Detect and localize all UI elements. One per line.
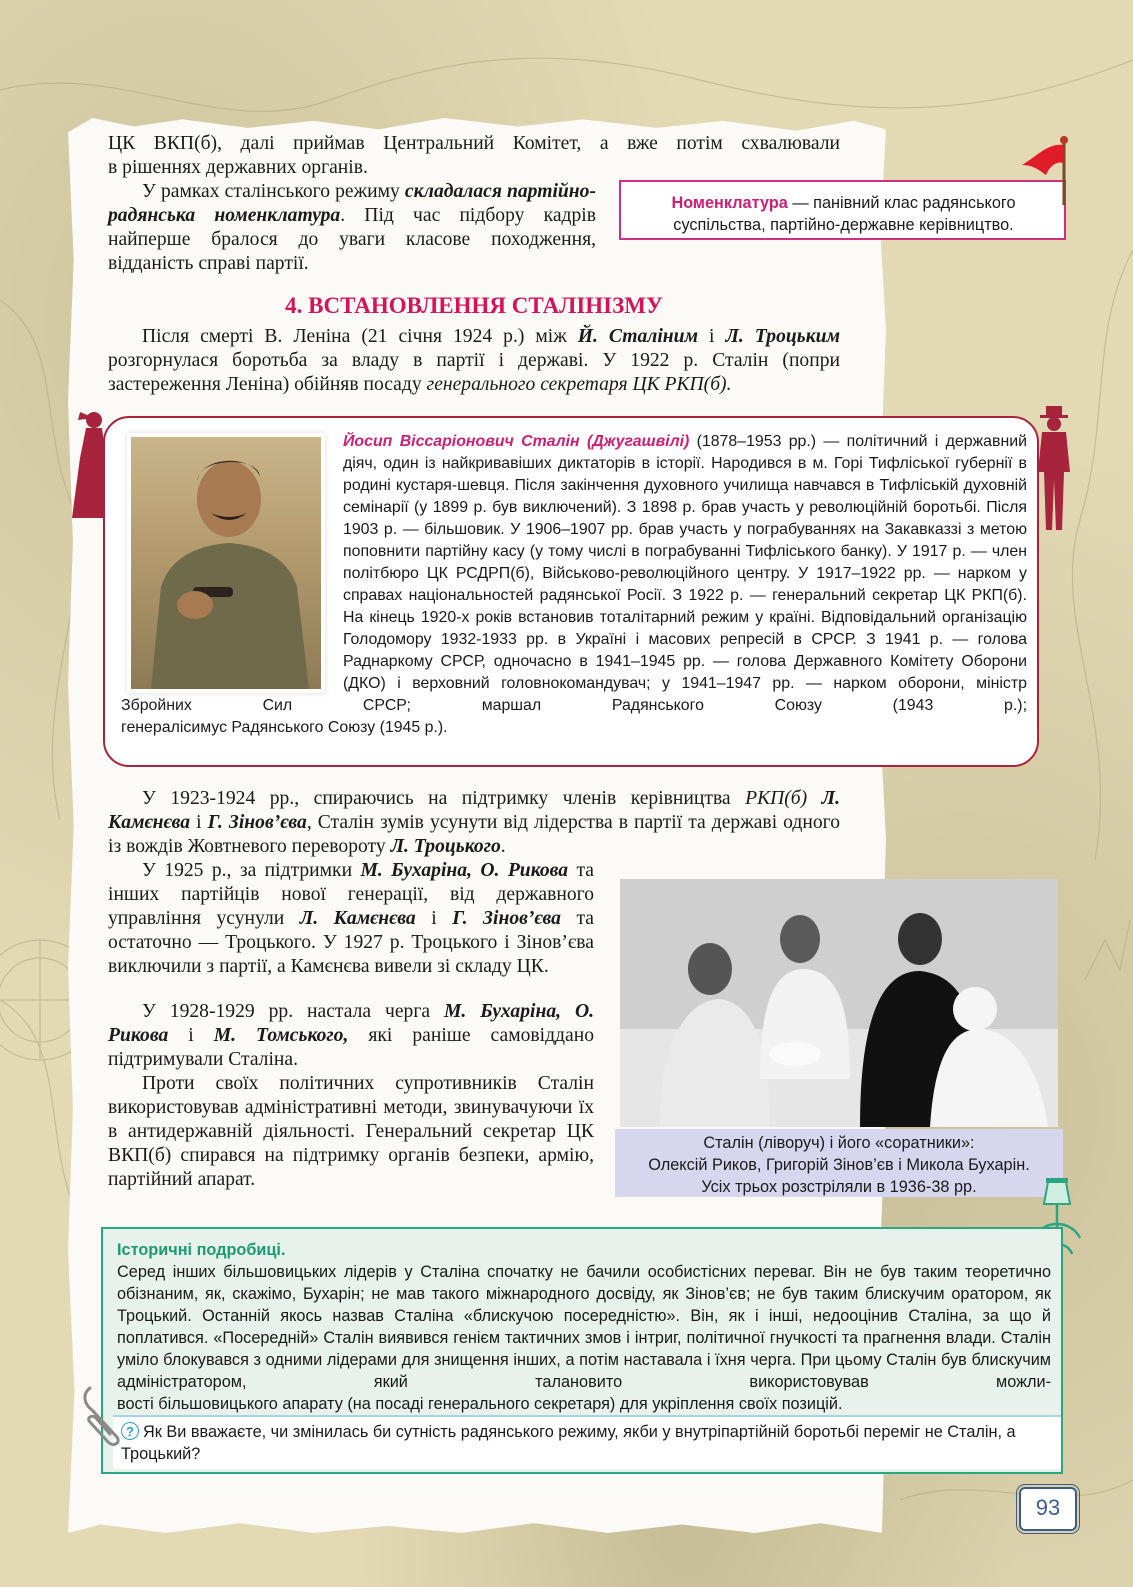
- red-flag-icon: [1018, 135, 1072, 207]
- group-photo: [620, 879, 1058, 1127]
- intro-line-1: ЦК ВКП(б), далі приймав Центральний Комітет, а вже потім схвалювали: [108, 133, 840, 154]
- page-number: 93: [1019, 1487, 1077, 1531]
- nomenclature-paragraph: У рамках сталінського режиму складалася партійно-радянська номенклатура. Під час підбору кадрів найперше бралося до уваги класове походження, відданість справі партії.: [108, 181, 596, 274]
- biography-box: [103, 416, 1039, 767]
- definition-box: [619, 180, 1066, 240]
- body-paragraph-1: У 1923-1924 рр., спираючись на підтримку членів керівництва РКП(б) Л. Камєнєва і Г. Зінов’єва, Сталін зумів усунути від лідерства в партії та державі одного із вождів Жовтневого перевороту Л. Троцького.: [108, 788, 841, 857]
- body-paragraph-3: У 1928-1929 рр. настала черга М. Бухаріна, О. Рикова і М. Томського, які раніше самовіддано підтримували Сталіна.: [108, 1001, 594, 1070]
- biography-text: [121, 431, 1027, 739]
- photo-caption: [615, 1129, 1063, 1197]
- bio-description: (1878–1953 рр.) — політичний і державний діяч, один із найкривавіших диктаторів в історії. Народився в м. Горі Тифліської губернії в родині кустаря-шевця. Після закінчення духовного училища навчався в Тифліській духовній семінарії (у 1899 р. був виключений). З 1898 р. брав участь у революційній боротьбі. Після 1903 р. — більшовик. У 1906–1907 рр. брав участь у пограбуваннях на Закавказзі з метою поповнити партійну касу (у тому числі в пограбуванні Тифліського банку). У 1917 р. — член політбюро ЦК РСДРП(б), Військово-революційного центру. У 1917–1922 рр. — нарком у справах національностей радянської Росії. З 1922 р. — генеральний секретар ЦК РКП(б). На кінець 1920-х років встановив тоталітарний режим у країні. Відповідальний організацію Голодомору 1932-1933 рр. в Україні і масових репресій в СРСР. З 1941 р. — голова Раднаркому СРСР, одночасно в 1941–1945 рр. — голова Державного Комітету Оборони (ДКО) і верховний головнокомандувач; у 1941–1947 рр. — нарком оборони, міністр Збройних Сил СРСР; маршал Радянського Союзу (1943 р.);: [121, 433, 1027, 714]
- section-title: 4. ВСТАНОВЛЕННЯ СТАЛІНІЗМУ: [285, 293, 663, 318]
- body-paragraph-4: Проти своїх політичних супротивників Сталін використовував адміністративні методи, звинувачуючи їх в антидержавній діяльності. Генеральний секретар ЦК ВКП(б) спирався на підтримку органів безпеки, армію, партійний апарат.: [108, 1073, 594, 1190]
- question-text: Як Ви вважаєте, чи змінилась би сутність радянського режиму, якби у внутріпартійній боротьбі переміг не Сталін, а Троцький?: [121, 1423, 1016, 1463]
- stalin-portrait: [131, 437, 321, 689]
- history-title: Історичні подробиці.: [117, 1241, 286, 1259]
- definition-text: — панівний клас радянського суспільства, партійно-державне керівництво.: [673, 194, 1016, 234]
- body-paragraph-2: У 1925 р., за підтримки М. Бухаріна, О. Рикова та інших партійців нової генерації, від державного управління усунули Л. Камєнєва і Г. Зінов’єва та остаточно — Троцького. У 1927 р. Троцького і Зінов’єва виключили з партії, а Камєнєва вивели зі складу ЦК.: [108, 860, 594, 977]
- definition-term: Номенклатура: [671, 194, 788, 212]
- paperclip-icon: [80, 1380, 126, 1446]
- group-photo-figures: [620, 879, 1058, 1127]
- caption-line-1: Сталін (ліворуч) і його «соратники»:: [703, 1134, 975, 1152]
- portrait-figure: [131, 437, 321, 689]
- bio-person-name: Йосип Віссаріонович Сталін (Джугашвілі): [343, 433, 690, 450]
- section-paragraph-1: Після смерті В. Леніна (21 січня 1924 р.) між Й. Сталіним і Л. Троцьким розгорнулася боротьба за владу в партії і державі. У 1922 р. Сталін (попри застереження Леніна) обійняв посаду генерального секретаря ЦК РКП(б).: [108, 326, 840, 395]
- question-box: [113, 1415, 1061, 1469]
- caption-line-3: Усіх трьох розстріляли в 1936-38 рр.: [701, 1178, 977, 1196]
- history-text: Серед інших більшовицьких лідерів у Сталіна спочатку не бачили особистісних переваг. Він не був таким теоретично обізнаним, як, скажімо, Бухарін; не мав такого міжнародного досвіду, як Зінов’єв; не був таким блискучим оратором, як Троцький. Останній якось назвав Сталіна «блискучою посередністю». Він, як і інші, недооцінив Сталіна, за що й поплатився. «Посередній» Сталін виявився генієм тактичних змов і інтриг, політичної гнучкості та прагнення влади. Сталін уміло блокувався з одними лідерами для знищення інших, а потім наставала і їхня черга. При цьому Сталін був блискучим адміністратором, який талановито використовував можли- вості більшовицького апарату (на посаді генерального секретаря) для укріплення своїх позицій.: [117, 1263, 1051, 1413]
- caption-line-2: Олексій Риков, Григорій Зінов’єв і Микола Бухарін.: [648, 1156, 1030, 1174]
- bio-last-line: генералісимус Радянського Союзу (1945 р.).: [121, 719, 448, 736]
- question-icon: ?: [121, 1422, 139, 1440]
- intro-line-2: в рішеннях державних органів.: [108, 157, 368, 178]
